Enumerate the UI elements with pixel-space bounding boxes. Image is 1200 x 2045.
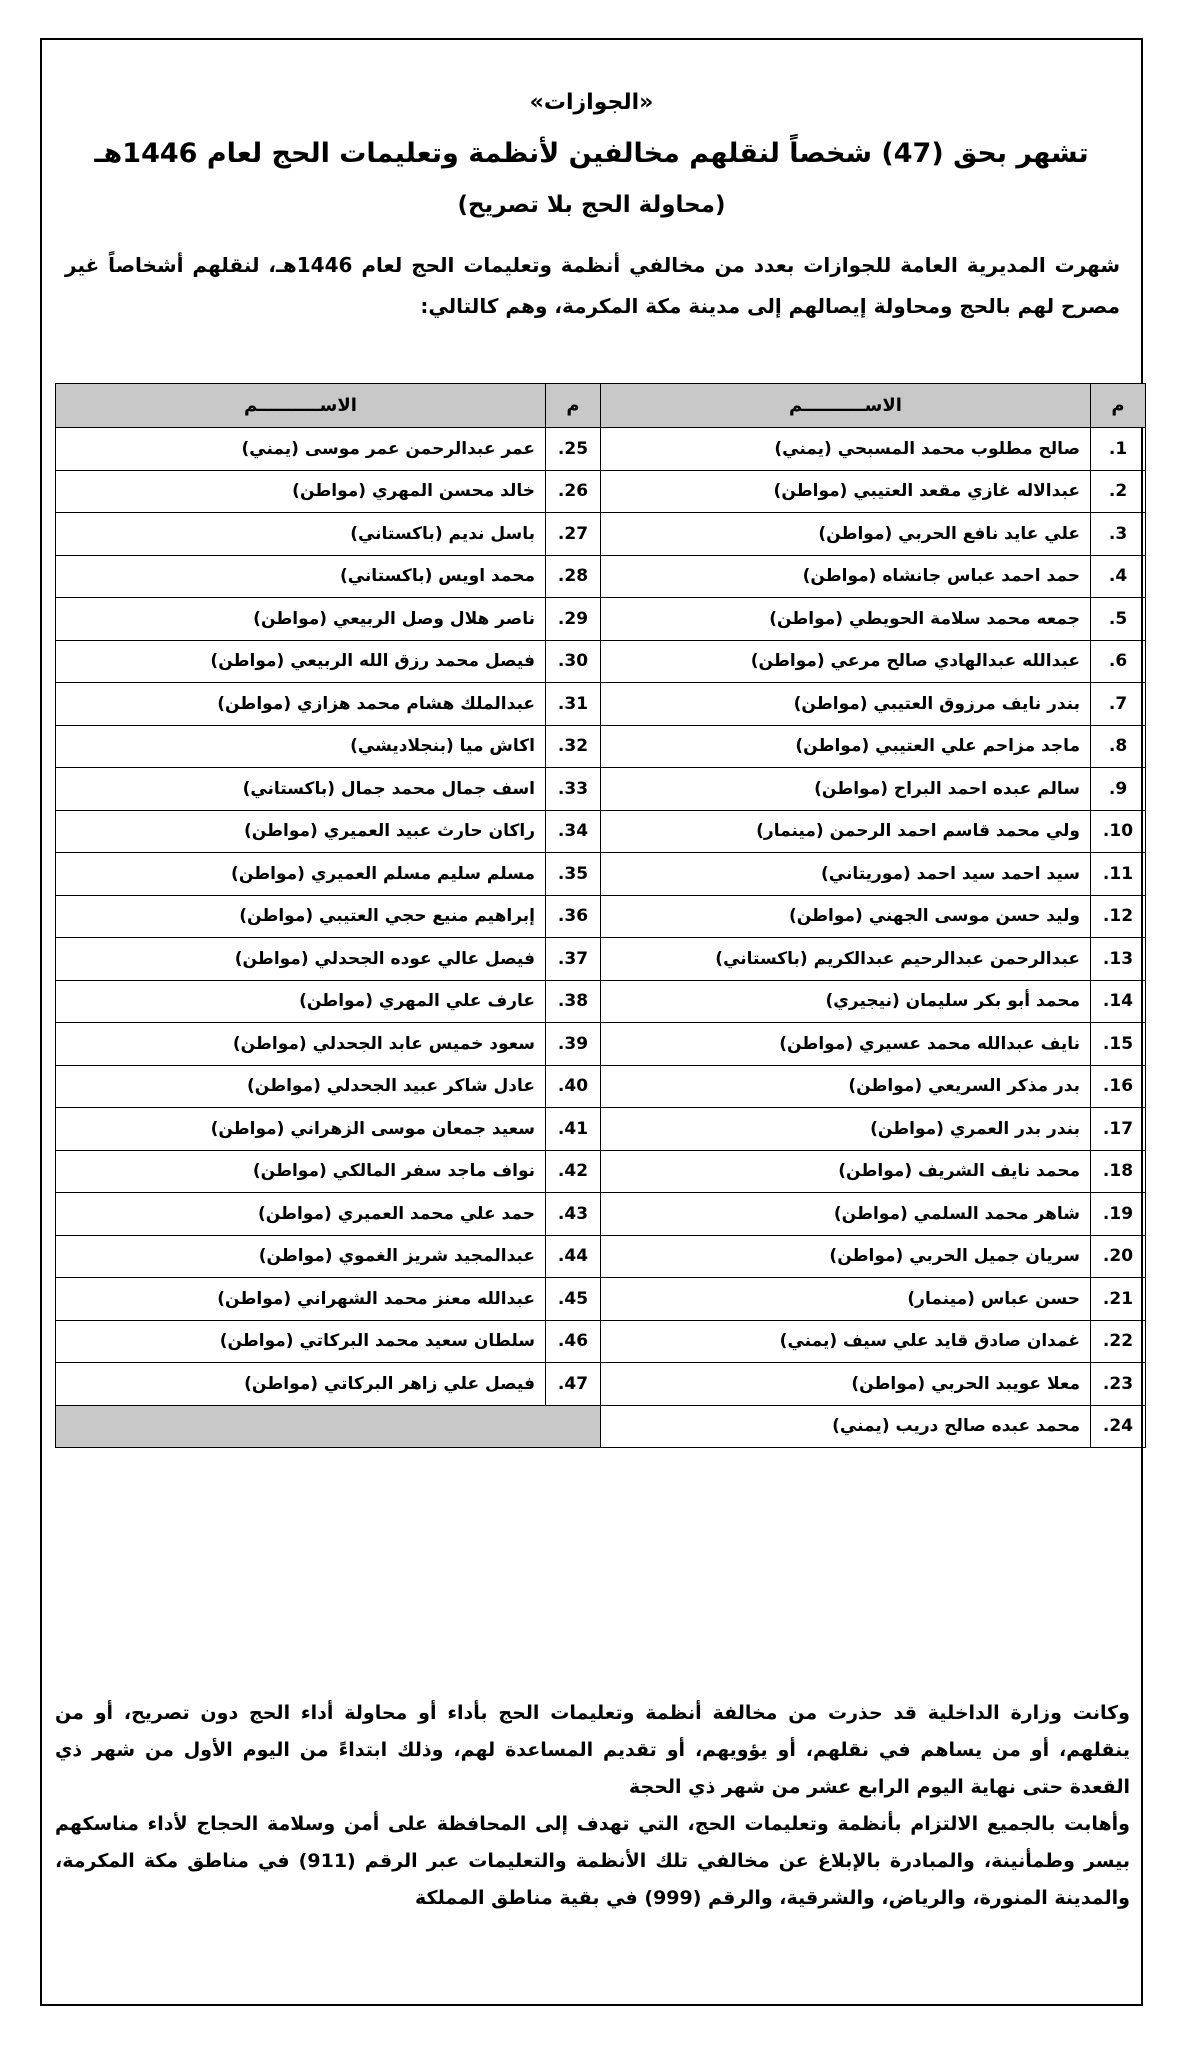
row-number-left: 31. (546, 683, 601, 726)
table-row (56, 980, 1146, 1023)
row-name-left: نواف ماجد سفر المالكي (مواطن) (56, 1150, 546, 1193)
table-row (56, 513, 1146, 556)
row-number-right: 9. (1091, 768, 1146, 811)
row-name-right: محمد عبده صالح دريب (يمني) (601, 1405, 1091, 1448)
row-number-right: 8. (1091, 725, 1146, 768)
row-number-left: 25. (546, 428, 601, 471)
row-number-right: 18. (1091, 1150, 1146, 1193)
row-number-left: 33. (546, 768, 601, 811)
row-name-left: عادل شاكر عبيد الجحدلي (مواطن) (56, 1065, 546, 1108)
row-number-left: 42. (546, 1150, 601, 1193)
row-number-left: 26. (546, 470, 601, 513)
row-name-left: عبدالملك هشام محمد هزازي (مواطن) (56, 683, 546, 726)
table-row (56, 1405, 1146, 1448)
row-number-right: 16. (1091, 1065, 1146, 1108)
row-name-right: غمدان صادق قايد علي سيف (يمني) (601, 1320, 1091, 1363)
row-name-right: سيد احمد سيد احمد (موريتاني) (601, 853, 1091, 896)
table-row (56, 640, 1146, 683)
row-name-right: علي عايد نافع الحربي (مواطن) (601, 513, 1091, 556)
header-num-left: م (546, 384, 601, 428)
row-name-left: حمد علي محمد العميري (مواطن) (56, 1193, 546, 1236)
row-name-right: عبدالله عبدالهادي صالح مرعي (مواطن) (601, 640, 1091, 683)
row-number-right: 3. (1091, 513, 1146, 556)
row-number-left: 43. (546, 1193, 601, 1236)
row-number-left: 44. (546, 1235, 601, 1278)
row-number-left: 41. (546, 1108, 601, 1151)
row-number-left: 37. (546, 938, 601, 981)
row-name-right: محمد نايف الشريف (مواطن) (601, 1150, 1091, 1193)
row-name-left: إبراهيم منيع حجي العتيبي (مواطن) (56, 895, 546, 938)
table-row (56, 1150, 1146, 1193)
table-row (56, 555, 1146, 598)
row-number-right: 4. (1091, 555, 1146, 598)
row-name-right: بندر بدر العمري (مواطن) (601, 1108, 1091, 1151)
row-name-left: راكان حارث عبيد العميري (مواطن) (56, 810, 546, 853)
table-row (56, 1065, 1146, 1108)
row-name-left: اسف جمال محمد جمال (باكستاني) (56, 768, 546, 811)
table-row (56, 768, 1146, 811)
table-row (56, 938, 1146, 981)
header-num-right: م (1091, 384, 1146, 428)
row-name-right: عبدالرحمن عبدالرحيم عبدالكريم (باكستاني) (601, 938, 1091, 981)
row-number-left: 46. (546, 1320, 601, 1363)
row-name-left: سلطان سعيد محمد البركاتي (مواطن) (56, 1320, 546, 1363)
row-name-right: حسن عباس (مينمار) (601, 1278, 1091, 1321)
row-name-right: بدر مذكر السريعي (مواطن) (601, 1065, 1091, 1108)
table-row (56, 1235, 1146, 1278)
table-row (56, 428, 1146, 471)
row-number-left: 27. (546, 513, 601, 556)
subheadline: (محاولة الحج بلا تصريح) (457, 192, 726, 218)
table-row (56, 1278, 1146, 1321)
row-number-left: 36. (546, 895, 601, 938)
headline: تشهر بحق (47) شخصاً لنقلهم مخالفين لأنظمة وتعليمات الحج لعام 1446هـ (94, 138, 1089, 169)
row-name-left: عمر عبدالرحمن عمر موسى (يمني) (56, 428, 546, 471)
row-number-right: 6. (1091, 640, 1146, 683)
intro-paragraph: شهرت المديرية العامة للجوازات بعدد من مخالفي أنظمة وتعليمات الحج لعام 1446هـ، لنقلهم أشخاصاً غير مصرح لهم بالحج ومحاولة إيصالهم إلى مدينة مكة المكرمة، وهم كالتالي: (65, 253, 1121, 318)
row-number-left: 45. (546, 1278, 601, 1321)
row-number-left: 40. (546, 1065, 601, 1108)
header-name-right: الاســــــــــم (601, 384, 1091, 428)
row-number-right: 11. (1091, 853, 1146, 896)
row-number-left: 29. (546, 598, 601, 641)
table-row (56, 1108, 1146, 1151)
row-number-right: 2. (1091, 470, 1146, 513)
table-row (56, 683, 1146, 726)
table-row (56, 1320, 1146, 1363)
row-name-right: ولي محمد قاسم احمد الرحمن (مينمار) (601, 810, 1091, 853)
row-number-left: 35. (546, 853, 601, 896)
notice-appeal-text: وأهابت بالجميع الالتزام بأنظمة وتعليمات الحج، التي تهدف إلى المحافظة على أمن وسلامة الحجاج لأداء مناسكهم بيسر وطمأنينة، والمبادرة بالإبلاغ عن مخالفي تلك الأنظمة والتعليمات عبر الرقم (911) في مناطق مكة المكرمة، والمدينة المنورة، والرياض، والشرقية، والرقم (999) في بقية مناطق المملكة (55, 1813, 1130, 1909)
table-body (56, 428, 1146, 1448)
row-name-left: عبدالله معنز محمد الشهراني (مواطن) (56, 1278, 546, 1321)
row-name-left: باسل نديم (باكستاني) (56, 513, 546, 556)
row-number-right: 14. (1091, 980, 1146, 1023)
row-name-right: نايف عبدالله محمد عسيري (مواطن) (601, 1023, 1091, 1066)
row-number-right: 13. (1091, 938, 1146, 981)
row-name-right: جمعه محمد سلامة الحويطي (مواطن) (601, 598, 1091, 641)
row-number-right: 23. (1091, 1363, 1146, 1406)
table-row (56, 1023, 1146, 1066)
row-name-right: صالح مطلوب محمد المسبحي (يمني) (601, 428, 1091, 471)
row-number-right: 21. (1091, 1278, 1146, 1321)
row-number-left: 38. (546, 980, 601, 1023)
notice-paragraph (55, 1695, 1130, 1917)
row-name-right: سريان جميل الحربي (مواطن) (601, 1235, 1091, 1278)
row-number-left: 32. (546, 725, 601, 768)
row-name-right: بندر نايف مرزوق العتيبي (مواطن) (601, 683, 1091, 726)
table-row (56, 1193, 1146, 1236)
notice-warning-text: وكانت وزارة الداخلية قد حذرت من مخالفة أنظمة وتعليمات الحج بأداء أو محاولة أداء الحج دون تصريح، أو من ينقلهم، أو من يساهم في نقلهم، أو يؤويهم، أو تقديم المساعدة لهم، وذلك ابتداءً من اليوم الأول من شهر ذي القعدة حتى نهاية اليوم الرابع عشر من شهر ذي الحجة (55, 1702, 1130, 1798)
row-name-left: سعيد جمعان موسى الزهراني (مواطن) (56, 1108, 546, 1151)
row-name-left: فيصل محمد رزق الله الربيعي (مواطن) (56, 640, 546, 683)
row-number-right: 22. (1091, 1320, 1146, 1363)
row-name-right: عبدالاله غازي مقعد العتيبي (مواطن) (601, 470, 1091, 513)
row-number-left: 39. (546, 1023, 601, 1066)
row-name-right: ماجد مزاحم علي العتيبي (مواطن) (601, 725, 1091, 768)
row-number-right: 17. (1091, 1108, 1146, 1151)
row-number-right: 7. (1091, 683, 1146, 726)
row-name-left: مسلم سليم مسلم العميري (مواطن) (56, 853, 546, 896)
table-row (56, 725, 1146, 768)
row-number-right: 20. (1091, 1235, 1146, 1278)
table-row (56, 853, 1146, 896)
row-name-left: عبدالمجيد شريز الغموي (مواطن) (56, 1235, 546, 1278)
row-name-left: فيصل علي زاهر البركاتي (مواطن) (56, 1363, 546, 1406)
row-number-right: 15. (1091, 1023, 1146, 1066)
row-number-right: 1. (1091, 428, 1146, 471)
row-name-right: سالم عبده احمد البراح (مواطن) (601, 768, 1091, 811)
row-number-left: 28. (546, 555, 601, 598)
row-number-right: 5. (1091, 598, 1146, 641)
row-name-left: ناصر هلال وصل الربيعي (مواطن) (56, 598, 546, 641)
row-number-right: 24. (1091, 1405, 1146, 1448)
table-header-row (56, 384, 1146, 428)
row-number-left: 34. (546, 810, 601, 853)
table-row (56, 470, 1146, 513)
row-name-right: معلا عويبد الحربي (مواطن) (601, 1363, 1091, 1406)
table-row (56, 1363, 1146, 1406)
row-name-left: عارف علي المهري (مواطن) (56, 980, 546, 1023)
row-number-right: 10. (1091, 810, 1146, 853)
row-name-right: شاهر محمد السلمي (مواطن) (601, 1193, 1091, 1236)
header-name-left: الاســــــــــم (56, 384, 546, 428)
row-name-left: اكاش ميا (بنجلاديشي) (56, 725, 546, 768)
row-name-left: فيصل عالي عوده الجحدلي (مواطن) (56, 938, 546, 981)
row-name-left: محمد اويس (باكستاني) (56, 555, 546, 598)
empty-cell (56, 1405, 601, 1448)
table-row (56, 810, 1146, 853)
row-name-right: حمد احمد عباس جانشاه (مواطن) (601, 555, 1091, 598)
row-number-right: 12. (1091, 895, 1146, 938)
table-row (56, 895, 1146, 938)
row-name-left: سعود خميس عابد الجحدلي (مواطن) (56, 1023, 546, 1066)
row-number-right: 19. (1091, 1193, 1146, 1236)
row-name-right: وليد حسن موسى الجهني (مواطن) (601, 895, 1091, 938)
row-number-left: 47. (546, 1363, 601, 1406)
agency-title: «الجوازات» (529, 90, 654, 115)
row-number-left: 30. (546, 640, 601, 683)
table-row (56, 598, 1146, 641)
row-name-right: محمد أبو بكر سليمان (نيجيري) (601, 980, 1091, 1023)
violators-table (55, 383, 1146, 1448)
row-name-left: خالد محسن المهري (مواطن) (56, 470, 546, 513)
